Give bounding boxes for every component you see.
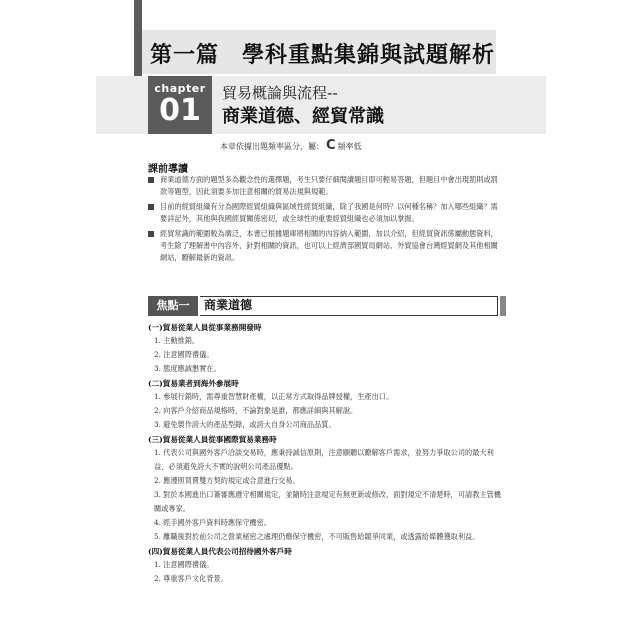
focus-end-block xyxy=(500,296,506,316)
sections xyxy=(148,320,506,586)
section-heading: (一)貿易從業人員從事業務開發時 xyxy=(148,323,262,332)
section-item: 1. 代表公司與國外客戶洽談交易時，應秉持誠信原則，注意願聽以瞭解客戶需求，並努力爭取公司的最大利益，必須避免誇大不實的說明公司產品優點。 xyxy=(154,448,494,471)
header-accent-bar xyxy=(134,0,142,76)
section-list xyxy=(154,334,506,376)
section-item: 3. 態度應誠懇實在。 xyxy=(154,364,221,373)
frequency-suffix: 頻率低 xyxy=(337,142,362,151)
focus-label: 焦點一 xyxy=(148,296,198,316)
chapter-number: 01 xyxy=(159,93,201,128)
section-list xyxy=(154,558,506,586)
section-heading: (三)貿易從業人員從事國際貿易業務時 xyxy=(148,435,277,444)
intro-item-text: 經貿常識的範圍較為廣泛，本書已根據題庫將相關的內容納入範圍，加以介紹，但經貿資訊係屬動態資料，考生除了理解書中內容外，針對相關的資訊，也可以上經濟部國貿局網站、外貿協會台灣經貿網及其他相關網站，瞭解最新的資訊。 xyxy=(160,229,498,262)
chapter-title: 商業道德、經貿常識 xyxy=(222,106,384,127)
square-bullet-icon xyxy=(148,231,154,237)
section-list xyxy=(154,390,506,432)
section-item: 3. 避免製作誇大的產品型錄，或誇大自身公司商品品質。 xyxy=(154,420,336,429)
intro-list xyxy=(148,174,500,267)
intro-item-text: 目前的經貿組織有分為國際經貿組織與區域性經貿組織，除了我國是何時？以何種名稱？加入哪些組織？需要詳記外，其他與我國經貿關係密切，或全球性的重要經貿組織也必須加以掌握。 xyxy=(160,202,498,223)
section-heading: (二)貿易業者到海外參展時 xyxy=(148,379,239,388)
focus-title: 商業道德 xyxy=(200,296,498,316)
intro-item xyxy=(148,228,500,264)
section-item: 4. 經手國外客戶資料時應保守機密。 xyxy=(154,518,271,527)
frequency-prefix: 本章依據出題頻率區分，屬： xyxy=(220,142,324,151)
section-item: 5. 離職後對於前公司之營業秘密之處理仍應保守機密，不可販售給競爭同業，或透露給媒體獲取利益。 xyxy=(154,532,480,541)
chapter-subtitle: 貿易概論與流程-- xyxy=(222,84,338,102)
intro-item xyxy=(148,174,500,198)
section-item: 2. 尊重客戶文化背景。 xyxy=(154,574,228,583)
intro-heading: 課前導讀 xyxy=(148,164,188,175)
focus-bar xyxy=(148,296,506,316)
section-item: 1. 主動推銷。 xyxy=(154,336,200,345)
frequency-grade: C xyxy=(326,138,336,153)
section-item: 3. 對於本國進出口簽審應遵守相關規定，並隨時注意規定有無更新或修改，面對規定不清楚時，可請教主管機關或專家。 xyxy=(154,490,501,513)
square-bullet-icon xyxy=(148,204,154,210)
page-title: 第一篇 學科重點集錦與試題解析 xyxy=(150,43,496,68)
chapter-badge xyxy=(148,76,212,134)
frequency-note xyxy=(220,138,362,153)
section-item: 1. 注意國際禮儀。 xyxy=(154,560,214,569)
square-bullet-icon xyxy=(148,177,154,183)
section-item: 2. 注意國際禮儀。 xyxy=(154,350,214,359)
section-heading: (四)貿易從業人員代表公司招待國外客戶時 xyxy=(148,547,292,556)
chapter-word: chapter xyxy=(154,82,206,95)
section-item: 1. 參展行銷時，需尊重智慧財產權，以正常方式取得品牌授權，生產出口。 xyxy=(154,392,394,401)
section-list xyxy=(154,446,506,544)
section-item: 2. 向客戶介紹商品規格時，不論對象是誰，都應詳細與其解說。 xyxy=(154,406,358,415)
intro-item-text: 商業道德方面的題型多為觀念性的選擇題，考生只要仔細閱讀題目即可輕易答題，但題目中會出現罰則或罰款等題型，因此須要多加注意相關的貿易法規與規範。 xyxy=(160,175,498,196)
intro-item xyxy=(148,201,500,225)
section-item: 2. 應遵照買賣雙方契約規定或合意進行交易。 xyxy=(154,476,300,485)
